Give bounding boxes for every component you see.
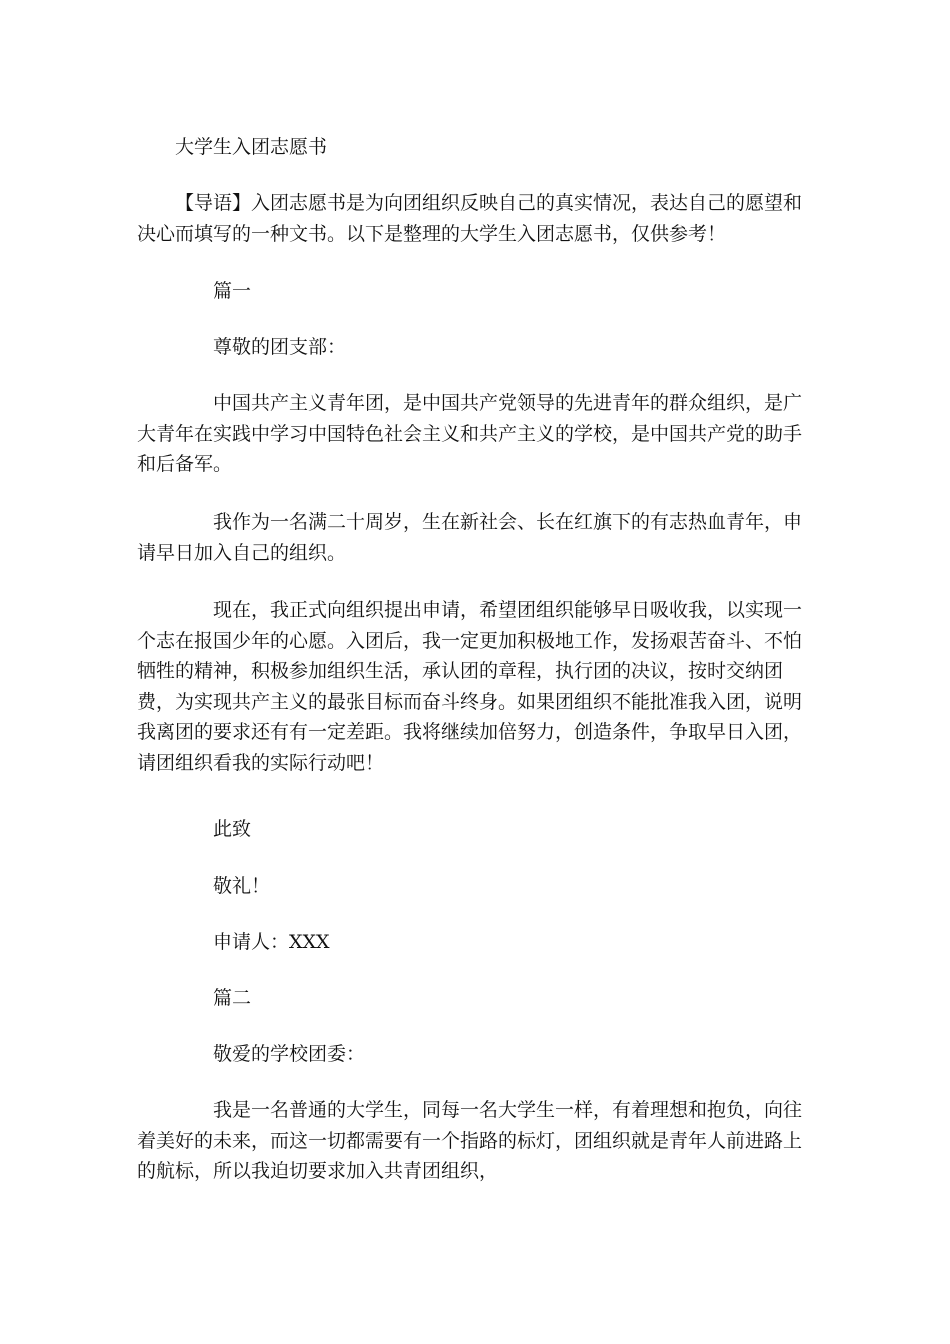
intro-paragraph: 【导语】入团志愿书是为向团组织反映自己的真实情况，表达自己的愿望和决心而填写的一种文书。以下是整理的大学生入团志愿书，仅供参考！ [137,192,803,245]
body-paragraph: 现在，我正式向组织提出申请，希望团组织能够早日吸收我，以实现一个志在报国少年的心愿。入团后，我一定更加积极地工作，发扬艰苦奋斗、不怕牺牲的精神，积极参加组织生活，承认团的章程，执行团的决议，按时交纳团费，为实现共产主义的最张目标而奋斗终身。如果团组织不能批准我入团，说明我离团的要求还有有一定差距。我将继续加倍努力，创造条件，争取早日入团，请团组织看我的实际行动吧！ [137,599,803,774]
closing-salute: 敬礼！ [213,875,271,897]
closing-greeting: 此致 [213,818,252,840]
body-paragraph: 我作为一名满二十周岁，生在新社会、长在红旗下的有志热血青年，申请早日加入自己的组织。 [137,511,803,564]
section-heading-1: 篇一 [213,280,252,302]
document-title: 大学生入团志愿书 [175,136,328,158]
section-heading-2: 篇二 [213,987,252,1009]
salutation-2: 敬爱的学校团委： [213,1043,366,1065]
body-paragraph: 中国共产主义青年团，是中国共产党领导的先进青年的群众组织，是广大青年在实践中学习中国特色社会主义和共产主义的学校，是中国共产党的助手和后备军。 [137,392,803,475]
body-paragraph: 我是一名普通的大学生，同每一名大学生一样，有着理想和抱负，向往着美好的未来，而这一切都需要有一个指路的标灯，团组织就是青年人前进路上的航标，所以我迫切要求加入共青团组织， [137,1099,803,1182]
salutation-1: 尊敬的团支部： [213,336,347,358]
signature-line: 申请人：XXX [213,931,330,953]
